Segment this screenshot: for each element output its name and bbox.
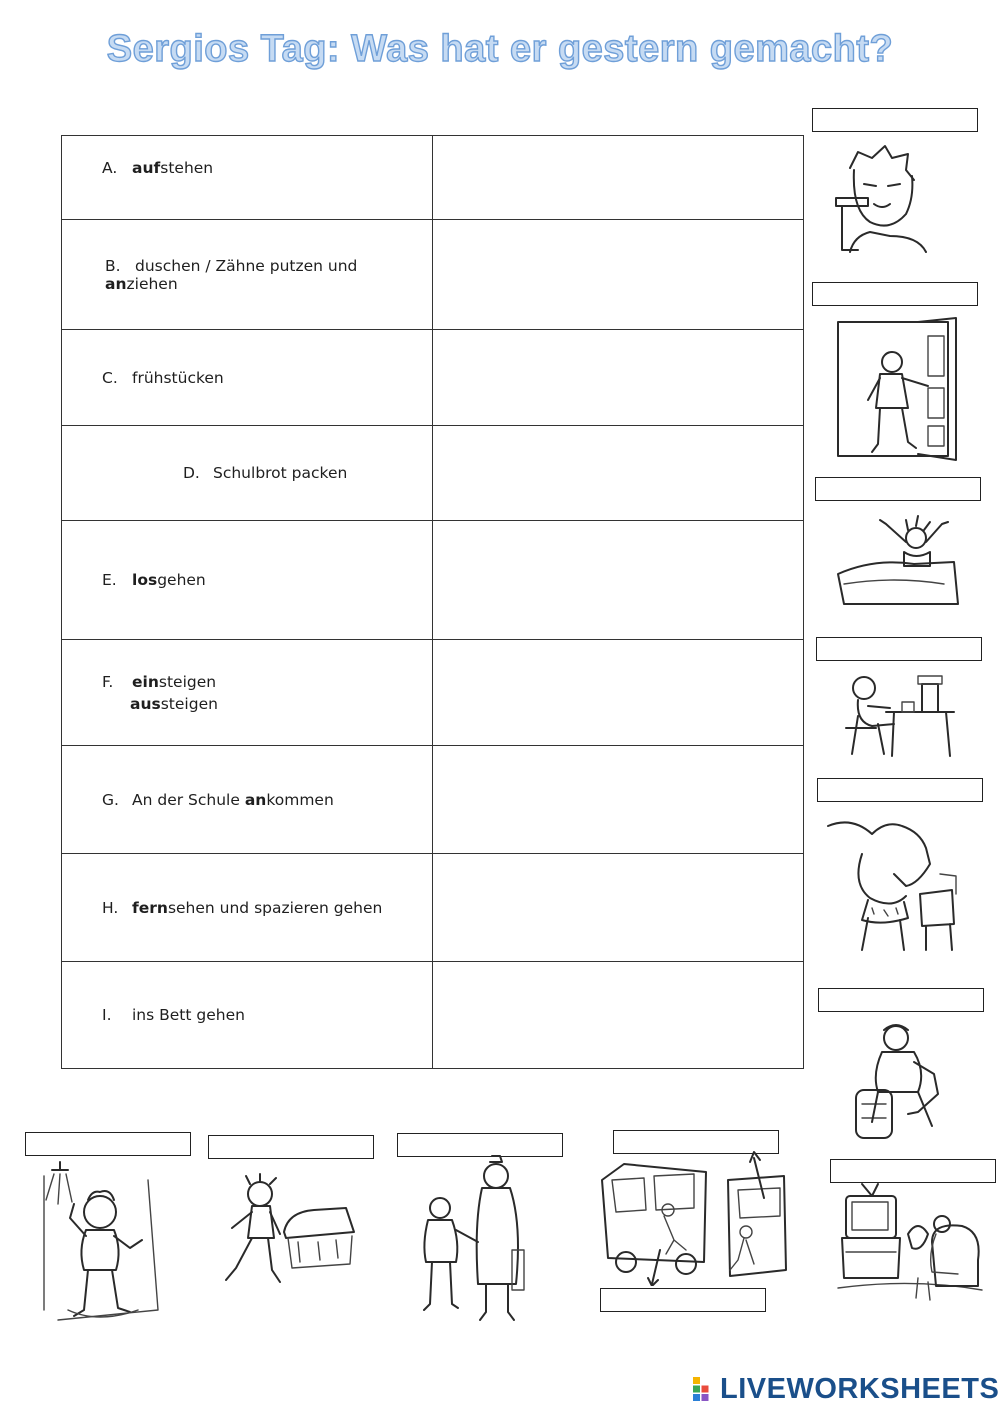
activity-text: ziehen: [126, 274, 178, 293]
shower-image: [38, 1160, 178, 1330]
answer-cell[interactable]: [433, 640, 804, 746]
answer-box-right-6[interactable]: [818, 988, 984, 1012]
waking-up-image: [834, 514, 966, 610]
activity-cell: [62, 521, 433, 640]
answer-box-bottom-1[interactable]: [25, 1132, 191, 1156]
activity-text: los: [132, 571, 158, 589]
activity-text: An der Schule: [132, 790, 245, 809]
activity-text: duschen / Zähne putzen und: [135, 256, 358, 275]
brand-name: LIVEWORKSHEETS: [720, 1372, 1000, 1405]
answer-cell[interactable]: [433, 426, 804, 521]
activity-cell: [62, 746, 433, 854]
answer-box-bottom-2[interactable]: [208, 1135, 374, 1159]
answer-box-bottom-5[interactable]: [600, 1288, 766, 1312]
table-row: [62, 640, 804, 746]
leaving-house-image: [218, 1172, 358, 1288]
activity-cell: [62, 136, 433, 220]
getting-dressed-image: [822, 814, 972, 954]
table-row: [62, 854, 804, 962]
activity-text: sehen und spazieren gehen: [167, 898, 383, 917]
activity-table: [61, 135, 804, 1069]
answer-cell[interactable]: [433, 330, 804, 426]
table-row: [62, 746, 804, 854]
row-letter: E.: [102, 571, 117, 589]
answer-box-right-2[interactable]: [812, 282, 978, 306]
activity-text: steigen: [158, 672, 217, 691]
answer-box-right-3[interactable]: [815, 477, 981, 501]
bus-image: [594, 1150, 790, 1286]
table-row: [62, 136, 804, 220]
activity-cell: [62, 640, 433, 746]
toothbrush-boy-image: [830, 140, 930, 255]
activity-text: ein: [132, 672, 159, 691]
activity-text: frühstücken: [132, 368, 224, 387]
activity-text: steigen: [160, 694, 218, 713]
liveworksheets-logo-icon: [692, 1376, 718, 1402]
row-letter: I.: [102, 1006, 112, 1024]
answer-box-right-5[interactable]: [817, 778, 983, 802]
activity-text: aus: [130, 694, 161, 713]
boy-at-door-image: [832, 316, 960, 462]
row-letter: A.: [102, 158, 118, 177]
activity-cell: [62, 426, 433, 521]
row-letter: G.: [102, 790, 119, 809]
activity-cell: [62, 330, 433, 426]
activity-text: gehen: [157, 571, 206, 589]
activity-text: ins Bett gehen: [132, 1006, 245, 1024]
answer-cell[interactable]: [433, 854, 804, 962]
activity-text: an: [244, 790, 267, 809]
activity-cell: [62, 220, 433, 330]
table-row: [62, 426, 804, 521]
breakfast-image: [838, 666, 956, 760]
row-letter: F.: [102, 672, 114, 691]
activity-cell: [62, 854, 433, 962]
table-row: [62, 962, 804, 1069]
activity-text: kommen: [266, 790, 334, 809]
row-letter: H.: [102, 898, 119, 917]
answer-cell[interactable]: [433, 521, 804, 640]
row-letter: C.: [102, 368, 118, 387]
answer-cell[interactable]: [433, 962, 804, 1069]
activity-text: stehen: [160, 158, 214, 177]
activity-second-line: [102, 695, 432, 713]
packing-bag-image: [848, 1022, 948, 1142]
answer-cell[interactable]: [433, 136, 804, 220]
row-letter: B.: [105, 256, 121, 275]
answer-box-right-4[interactable]: [816, 637, 982, 661]
table-row: [62, 521, 804, 640]
liveworksheets-logo: [692, 1374, 999, 1404]
answer-box-right-1[interactable]: [812, 108, 978, 132]
activity-text: fern: [132, 898, 168, 917]
activity-cell: [62, 962, 433, 1069]
walking-with-mother-image: [412, 1154, 536, 1324]
activity-text: an: [105, 274, 127, 293]
activity-text: Schulbrot packen: [213, 464, 348, 482]
answer-cell[interactable]: [433, 220, 804, 330]
table-row: [62, 330, 804, 426]
watching-tv-image: [832, 1182, 990, 1306]
answer-box-right-7[interactable]: [830, 1159, 996, 1183]
answer-cell[interactable]: [433, 746, 804, 854]
worksheet-title: Sergios Tag: Was hat er gestern gemacht?: [106, 28, 894, 70]
row-letter: D.: [183, 464, 200, 482]
activity-text: auf: [132, 158, 161, 177]
table-row: [62, 220, 804, 330]
